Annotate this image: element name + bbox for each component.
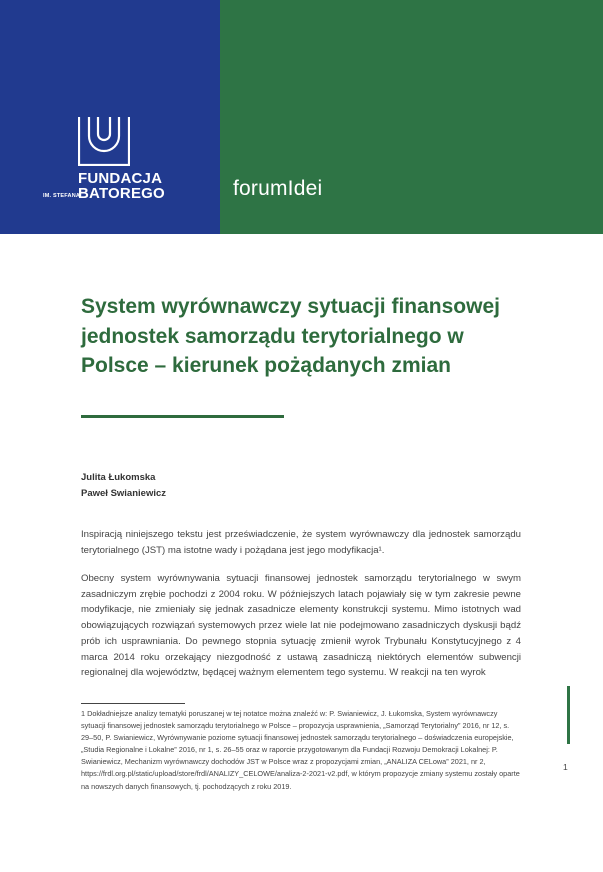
logo-text-prefix: IM. STEFANA [43, 193, 81, 199]
foundation-panel [0, 0, 220, 234]
document-title: System wyrównawczy sytuacji finansowej jednostek samorządu terytorialnego w Polsce – kierunek pożądanych zmian [81, 295, 500, 377]
cover-header [0, 0, 603, 234]
author-name: Julita Łukomska [81, 472, 156, 483]
series-name: forumIdei [233, 177, 323, 200]
author-list [81, 470, 166, 502]
logo-text-batorego: BATOREGO [78, 185, 165, 202]
footnote-separator [81, 703, 185, 704]
logo-text-fundacja: FUNDACJA [78, 170, 163, 187]
paragraph-intro: Inspiracją niniejszego tekstu jest przeświadczenie, że system wyrównawczy dla jednostek samorządu terytorialnego (JST) ma istotne wady i pożądana jest jego modyfikacja¹. [81, 529, 521, 556]
title-underline [81, 415, 284, 418]
paragraph-body: Obecny system wyrównywania sytuacji finansowej jednostek samorządu terytorialnego w swym zasadniczym zrębie pochodzi z 2004 roku. W późniejszych latach pojawiały się w tym zakresie pewne modyfikacje, nie zmieniały się jednak zasadnicze elementy konstrukcji systemu. Mimo istotnych wad obowiązujących rozwiązań systemowych przez wiele lat nie podejmowano zasadniczych dyskusji bądź prób ich usprawniania. Do pewnego stopnia sytuację zmienił wyrok Trybunału Konstytucyjnego z 4 marca 2014 roku orzekający niezgodność z ustawą zasadniczą niektórych elementów subwencji regionalnej dla województw, będącej ważnym elementem tego systemu. W reakcji na ten wyrok [81, 573, 521, 679]
foundation-logo-icon [78, 116, 130, 166]
footnote: 1 Dokładniejsze analizy tematyki poruszanej w tej notatce można znaleźć w: P. Swianiewicz, J. Łukomska, System wyrównawczy sytuacji finansowej jednostek samorządu terytorialnego w Polsce – propozycja usprawnienia, „Samorząd Terytorialny” 2016, nr 12, s. 29–50, P. Swianiewicz, Wyrównywanie poziome sytuacji finansowej jednostek samorządu terytorialnego – doświadczenia europejskie, „Studia Regionalne i Lokalne” 2016, nr 1, s. 26–55 oraz w raporcie przygotowanym dla Fundacji Rozwoju Demokracji Lokalnej: P. Swianiewicz, Mechanizm wyrównawczy dochodów JST w Polsce wraz z propozycjami zmian, „ANALIZA CELowa” 2021, nr 2, https://frdl.org.pl/static/upload/store/frdl/ANALIZY_CELOWE/analiza-2-2021-v2.pdf, w którym propozycje zmiany systemu zostały oparte na nowszych danych finansowych, tj. pochodzących z roku 2019. [81, 709, 520, 791]
page-number: 1 [563, 762, 568, 772]
author-name: Paweł Swianiewicz [81, 488, 167, 499]
margin-accent-bar [567, 686, 570, 744]
